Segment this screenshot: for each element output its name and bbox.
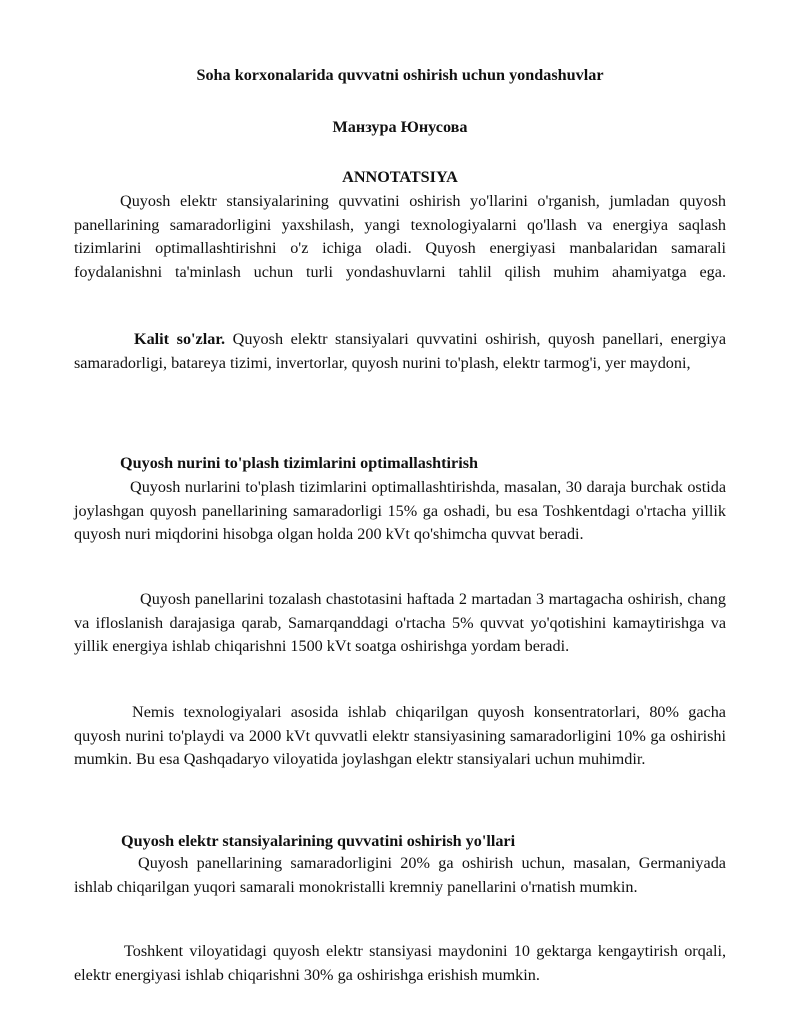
annotation-heading: ANNOTATSIYA <box>342 168 458 186</box>
author-name: Манзура Юнусова <box>332 118 468 136</box>
annotation-text: Quyosh elektr stansiyalarining quvvatini oshirish yo'llarini o'rganish, jumladan quyosh panellarining samaradorligini yaxshilash, yangi texnologiyalarni qo'llash va energiya saqlash tizimlarini optimallashtirishni o'z ichiga oladi. Quyosh energiyasi manbalaridan samarali foydalanishni ta'minlash uchun turli yondashuvlarni tahlil qilish muhim ahamiyatga ega. <box>74 192 726 281</box>
paragraph-text: Toshkent viloyatidagi quyosh elektr stansiyasi maydonini 10 gektarga kengaytirish orqali, elektr energiyasi ishlab chiqarishni 30% ga oshirishga erishish mumkin. <box>74 942 726 984</box>
keywords-paragraph <box>74 328 726 375</box>
paper-title: Soha korxonalarida quvvatni oshirish uchun yondashuvlar <box>196 66 604 84</box>
keywords-label: Kalit so'zlar. <box>134 330 226 348</box>
section1-heading: Quyosh nurini to'plash tizimlarini optimallashtirish <box>120 454 478 472</box>
keywords-text: Quyosh elektr stansiyalari quvvatini oshirish, quyosh panellari, energiya samaradorligi, batareya tizimi, invertorlar, quyosh nurini to'plash, elektr tarmog'i, yer maydoni, <box>74 330 727 372</box>
section2-paragraph-2 <box>74 940 726 987</box>
paragraph-text: Quyosh panellarini tozalash chastotasini haftada 2 martadan 3 martagacha oshirish, chang va ifloslanish darajasiga qarab, Samarqanddagi o'rtacha 5% quvvat yo'qotishini kamaytirishga va yillik energiya ishlab chiqarishni 1500 kVt soatga oshirishga yordam beradi. <box>74 590 726 656</box>
paragraph-text: Nemis texnologiyalari asosida ishlab chiqarilgan quyosh konsentratorlari, 80% gacha quyosh nurini to'playdi va 2000 kVt quvvatli elektr stansiyasining samaradorligini 10% ga oshirishi mumkin. Bu esa Qashqadaryo viloyatida joylashgan elektr stansiyalari uchun muhimdir. <box>74 703 726 769</box>
section1-paragraph-1 <box>74 476 726 547</box>
section2-heading: Quyosh elektr stansiyalarining quvvatini oshirish yo'llari <box>121 832 516 850</box>
paragraph-text: Quyosh panellarining samaradorligini 20% ga oshirish uchun, masalan, Germaniyada ishlab chiqarilgan yuqori samarali monokristalli kremniy panellarini o'rnatish mumkin. <box>74 854 726 896</box>
section2-paragraph-1 <box>74 852 726 899</box>
section1-paragraph-2 <box>74 588 726 659</box>
annotation-paragraph <box>74 190 726 284</box>
section1-paragraph-3 <box>74 701 726 772</box>
paragraph-text: Quyosh nurlarini to'plash tizimlarini optimallashtirishda, masalan, 30 daraja burchak ostida joylashgan quyosh panellarining samaradorligi 15% ga oshadi, bu esa Toshkentdagi o'rtacha yillik quyosh nuri miqdorini hisobga olgan holda 200 kVt qo'shimcha quvvat beradi. <box>74 478 726 544</box>
